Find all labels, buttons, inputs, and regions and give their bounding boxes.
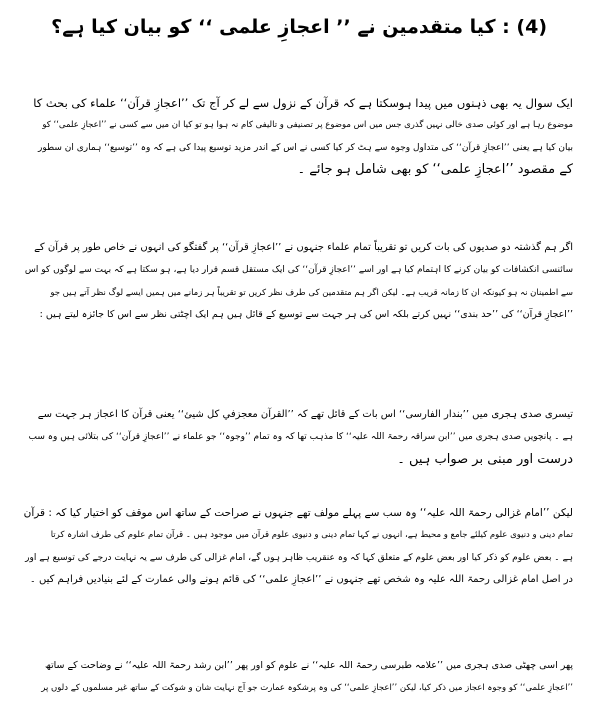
paragraph-line: ہے ۔ پانچویں صدی ہجری میں ’’ابن سراقہ رحمۃ اللہ علیہ‘‘ کا مذہب تھا کہ وہ تمام ’’وجوہ‘‘ جو علماء نے ’’اعجازِ قرآن‘‘ کی بتلائی ہیں وہ سب: [28, 432, 573, 443]
paragraph-line: ’’اعجازِ قرآن‘‘ کی ’’حد بندی‘‘ نہیں کرتے بلکہ اس کی ہر جہت سے توسیع کے قائل ہیں ہم ایک اچٹتی نظر سے اس کا جائزہ لیتے ہیں :: [39, 308, 573, 320]
paragraph-line: تمام دینی و دنیوی علوم کیلئے جامع و محیط ہے، انہوں نے کہا تمام دینی و دنیوی علوم قرآن میں موجود ہیں ۔ قرآن تمام علوم کی طرف اشارہ کرتا: [50, 530, 573, 541]
paragraph-line: در اصل امام غزالی رحمۃ اللہ علیہ وہ شخص تھے جنہوں نے ’’اعجازِ علمی‘‘ کی قائم ہونے والی عمارت کے لئے بنیادیں فراہم کیں ۔: [29, 573, 573, 585]
section-heading: (4) : کیا متقدمین نے ’’ اعجازِ علمی ‘‘ کو بیان کیا ہے؟: [51, 16, 547, 38]
paragraph-5: [24, 655, 573, 700]
paragraph-1: [24, 92, 573, 181]
paragraph-line: ’’اعجازِ علمی‘‘ کو وجوہ اعجاز میں ذکر کیا، لیکن ’’اعجازِ علمی‘‘ کی وہ پرشکوہ عمارت جو آج نہایت شان و شوکت کے ساتھ غیر مسلموں کے دلوں پر: [41, 683, 573, 694]
paragraph-line: اگر ہم گذشتہ دو صدیوں کی بات کریں تو تقریباً تمام علماء جنہوں نے ’’اعجازِ قرآن‘‘ پر گفتگو کی انہوں نے خاص طور پر قرآن کے: [34, 242, 573, 253]
paragraph-3: [24, 404, 573, 471]
paragraph-line: ہے ۔ بعض علوم کو ذکر کیا اور بعض علوم کے متعلق کہا کہ وہ عنقریب ظاہر ہوں گے، امام غزالی کی طرف سے یہ نہایت درجے کی توسیع ہے اور: [25, 552, 573, 563]
paragraph-2: [24, 237, 573, 326]
paragraph-line: ایک سوال یہ بھی ذہنوں میں پیدا ہوسکتا ہے کہ قرآن کے نزول سے لے کر آج تک ’’اعجازِ قرآن‘‘ علماء کی بحث کا: [33, 96, 573, 110]
paragraph-line: موضوع رہا ہے اور کوئی صدی خالی نہیں گذری جس میں اس موضوع پر تصنیفی و تالیفی کام نہ ہوا ہو تو کیا ان میں سے کسی نے ’’اعجازِ علمی‘‘ کو: [42, 120, 573, 131]
paragraph-line: سے اطمینان نہ ہو کیونکہ ان کا زمانہ قریب ہے۔ لیکن اگر ہم متقدمین کی طرف نظر کریں تو تقریباً ہر زمانے میں ہمیں ایسے لوگ نظر آتے ہیں جو: [50, 287, 573, 298]
paragraph-line: درست اور مبنی بر صواب ہیں ۔: [397, 451, 573, 467]
paragraph-line: تیسری صدی ہجری میں ’’بندار الفارسی‘‘ اس بات کے قائل تھے کہ ’’القرآن معجزفي کل شيئ‘‘ یعنی قرآن کا اعجاز ہر جہت سے: [37, 409, 573, 420]
paragraph-line: کے مقصود ’’اعجازِ علمی‘‘ کو بھی شامل ہو جائے ۔: [297, 161, 573, 177]
paragraph-line: پھر اسی چھٹی صدی ہجری میں ’’علامہ طبرسی رحمۃ اللہ علیہ‘‘ نے علوم کو اور پھر ’’ابن رشد رحمۃ اللہ علیہ‘‘ نے وضاحت کے ساتھ: [45, 660, 573, 671]
paragraph-4: [24, 502, 573, 591]
paragraph-line: بیان کیا ہے یعنی ’’اعجازِ قرآن‘‘ کی متداول وجوہ سے ہٹ کر کیا کسی نے اس کے اندر مزید توسیع پیدا کی ہے کہ وہ ’’توسیع‘‘ ہماری ان سطور: [38, 142, 573, 153]
paragraph-line: سائنسی انکشافات کو بیان کرنے کا اہتمام کیا ہے اور اسے ’’اعجازِ قرآن‘‘ کی ایک مستقل قسم قرار دیا ہے، ہو سکتا ہے کہ بہت سے لوگوں کو اس: [24, 265, 573, 276]
paragraph-line: لیکن ’’امام غزالی رحمۃ اللہ علیہ‘‘ وہ سب سے پہلے مولف تھے جنہوں نے صراحت کے ساتھ اس موقف کو اختیار کیا کہ : قرآن: [24, 507, 573, 519]
